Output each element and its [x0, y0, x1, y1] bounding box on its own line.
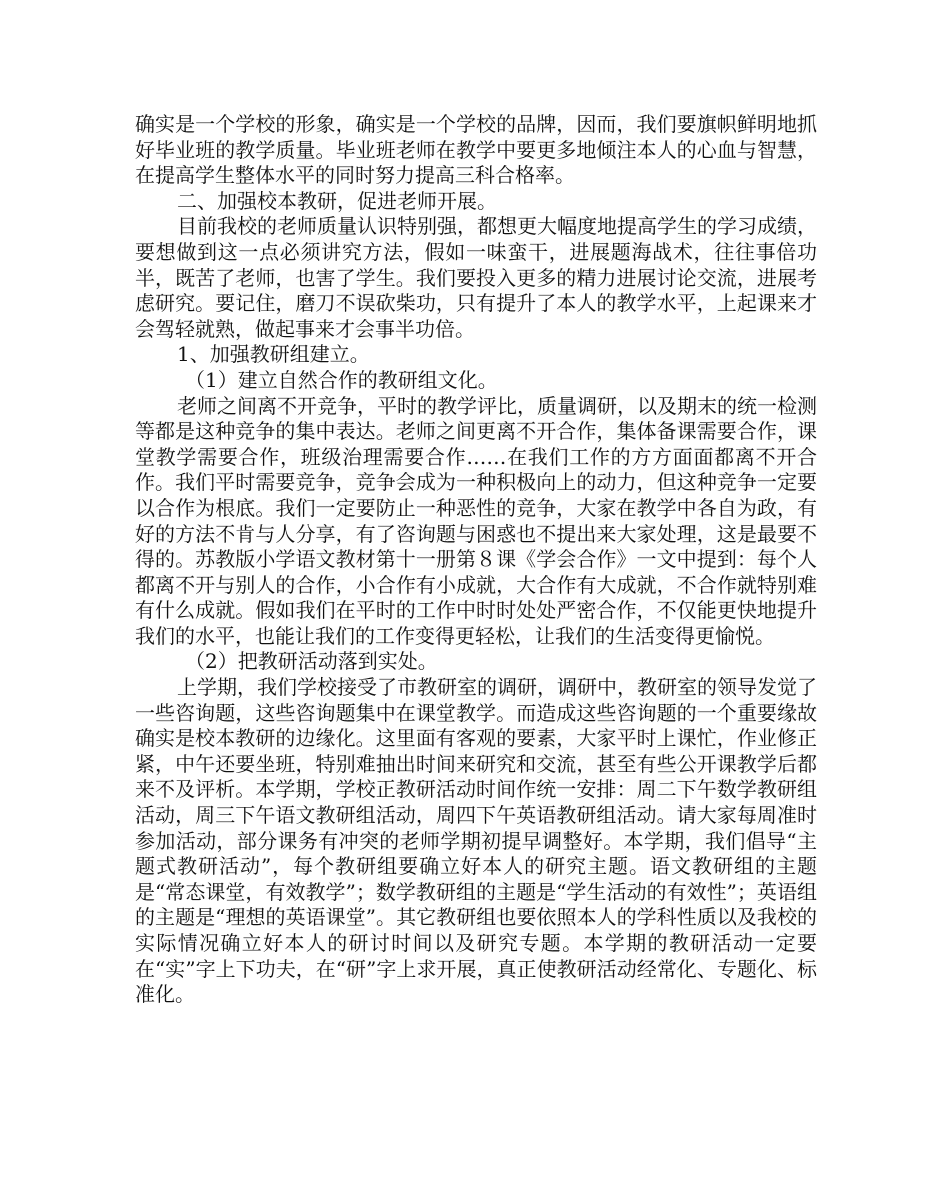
- document-page: [135, 112, 817, 1008]
- paragraph-cooperation: 老师之间离不开竞争，平时的教学评比，质量调研，以及期末的统一检测等都是这种竞争的集中表达。老师之间更离不开合作，集体备课需要合作，课堂教学需要合作，班级治理需要合作……在我们工作的方方面面都离不开合作。我们平时需要竞争，竞争会成为一种积极向上的动力，但这种竞争一定要以合作为根底。我们一定要防止一种恶性的竞争，大家在教学中各自为政，有好的方法不肯与人分享，有了咨询题与困惑也不提出来大家处理，这是最要不得的。苏教版小学语文教材第十一册第８课《学会合作》一文中提到：每个人都离不开与别人的合作，小合作有小成就，大合作有大成就，不合作就特别难有什么成就。假如我们在平时的工作中时时处处严密合作，不仅能更快地提升我们的水平，也能让我们的工作变得更轻松，让我们的生活变得更愉悦。: [135, 393, 817, 648]
- section-heading-2: 二、加强校本教研，促进老师开展。: [177, 188, 497, 213]
- paragraph-activities: 上学期，我们学校接受了市教研室的调研，调研中，教研室的领导发觉了一些咨询题，这些咨询题集中在课堂教学。而造成这些咨询题的一个重要缘故确实是校本教研的边缘化。这里面有客观的要素，大家平时上课忙，作业修正紧，中午还要坐班，特别难抽出时间来研究和交流，甚至有些公开课教学后都来不及评析。本学期，学校正教研活动时间作统一安排：周二下午数学教研组活动，周三下午语文教研组活动，周四下午英语教研组活动。请大家每周准时参加活动，部分课务有冲突的老师学期初提早调整好。本学期，我们倡导“主题式教研活动”，每个教研组要确立好本人的研究主题。语文教研组的主题是“常态课堂，有效教学”；数学教研组的主题是“学生活动的有效性”；英语组的主题是“理想的英语课堂”。其它教研组也要依照本人的学科性质以及我校的实际情况确立好本人的研讨时间以及研究专题。本学期的教研活动一定要在“实”字上下功夫，在“研”字上求开展，真正使教研活动经常化、专题化、标准化。: [135, 675, 817, 1007]
- subsection-heading-1: 1、加强教研组建立。: [177, 342, 370, 367]
- paragraph-research: 目前我校的老师质量认识特别强，都想更大幅度地提高学生的学习成绩，要想做到这一点必须讲究方法，假如一味蛮干，进展题海战术，往往事倍功半，既苦了老师，也害了学生。我们要投入更多的精力进展讨论交流，进展考虑研究。要记住，磨刀不误砍柴功，只有提升了本人的教学水平，上起课来才会驾轻就熟，做起事来才会事半功倍。: [135, 214, 817, 341]
- paragraph-intro: 确实是一个学校的形象，确实是一个学校的品牌，因而，我们要旗帜鲜明地抓好毕业班的教学质量。毕业班老师在教学中要更多地倾注本人的心血与智慧，在提高学生整体水平的同时努力提高三科合格率。: [135, 112, 817, 188]
- item-heading-1: （1）建立自然合作的教研组文化。: [185, 367, 498, 392]
- item-heading-2: （2）把教研活动落到实处。: [185, 649, 438, 674]
